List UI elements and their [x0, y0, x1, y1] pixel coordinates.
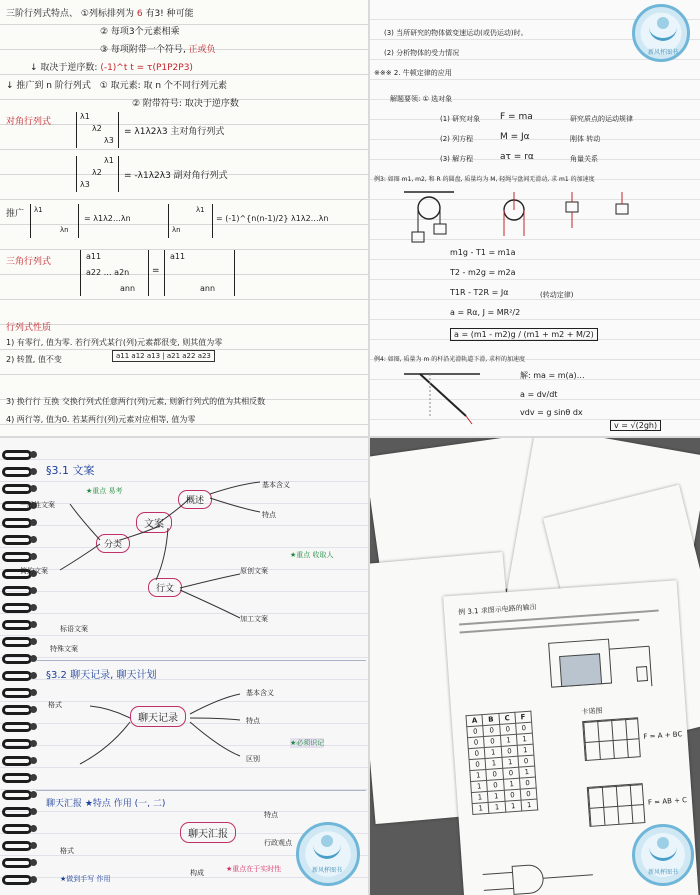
mindmap-leaf: 格式	[48, 701, 62, 709]
determinant-bar	[80, 250, 81, 296]
notes-linear-algebra	[0, 0, 368, 436]
binding-hole	[30, 468, 37, 475]
table-cell: 1	[470, 769, 487, 781]
result-text: F = AB + C	[647, 796, 688, 807]
matrix-entry: λn	[172, 226, 181, 234]
property-line: 3) 换行行 互换 交换行列式任意两行(列)元素, 则新行列式的值为其相反数	[6, 397, 266, 406]
mindmap-leaf: 特殊文案	[50, 645, 78, 653]
table-cell: 0	[503, 767, 520, 779]
equation-text: = λ1λ2λ3 主对角行列式	[124, 127, 225, 137]
spiral-ring	[2, 756, 32, 766]
determinant-bar	[30, 204, 31, 238]
table-cell: 0	[468, 748, 485, 760]
spiral-ring	[2, 603, 32, 613]
matrix-entry: ann	[200, 284, 216, 293]
equation-note: 研究质点的运动规律	[570, 115, 633, 123]
binding-hole	[30, 689, 37, 696]
school-logo: 新风杯图书	[632, 4, 690, 62]
mindmap-node: 行文	[148, 578, 182, 597]
section-heading: 对角行列式	[6, 117, 52, 127]
mindmap-leaf: 原创文案	[240, 567, 268, 575]
equation: aτ = rα	[500, 152, 534, 162]
table-cell: 1	[489, 801, 506, 813]
section-heading: 聊天汇报 ★特点 作用 (一, 二)	[46, 799, 166, 809]
binding-hole	[30, 808, 37, 815]
binding-hole	[30, 876, 37, 883]
mindmap-center: 文案	[136, 512, 172, 533]
equation: m1g - T1 = m1a	[450, 248, 516, 257]
binding-hole	[30, 672, 37, 679]
binding-hole	[30, 553, 37, 560]
property-line: 1) 有零行, 值为零. 若行列式某行(列)元素都很变, 则其值为零	[6, 338, 223, 347]
mindmap-leaf: 区别	[246, 755, 260, 763]
mindmap-leaf: 格式	[60, 847, 74, 855]
truth-table	[465, 711, 538, 815]
divider	[36, 790, 366, 791]
text-line: ↓ 推广到 n 阶行列式 ① 取元素: 取 n 个不同行列元素	[6, 81, 227, 91]
incline-diagram	[400, 366, 490, 426]
determinant-bar	[76, 156, 77, 192]
section-heading: 行列式性质	[6, 323, 52, 333]
spiral-ring	[2, 467, 32, 477]
determinant-bar	[234, 250, 235, 296]
spiral-ring	[2, 705, 32, 715]
spiral-ring	[2, 484, 32, 494]
example-text: 例4: 如图, 质量为 m 的杆沿光滑轨道下滑, 求杆的加速度	[374, 356, 526, 363]
binding-hole	[30, 604, 37, 611]
photo-exam-sheets	[370, 438, 700, 895]
determinant-bar	[78, 204, 79, 238]
mindmap-leaf: 加工文案	[240, 615, 268, 623]
example-text: 例3: 如图 m1, m2, 和 R 的圆盘, 质量均为 M, 轻绳与盘间无滑动, 求 m1 的加速度	[374, 176, 595, 183]
mindmap-leaf: 基本含义	[262, 481, 290, 489]
spiral-ring	[2, 824, 32, 834]
matrix-entry: λ1	[196, 206, 205, 214]
spiral-ring	[2, 688, 32, 698]
divider	[36, 660, 366, 661]
highlight-note: ★重点 易考	[86, 487, 123, 495]
property-line: 2) 转置, 值不变	[6, 355, 62, 364]
logic-gate-diagram	[482, 856, 604, 895]
mindmap-branches	[40, 678, 360, 788]
spiral-ring	[2, 722, 32, 732]
equation: 解: ma = m(a)…	[520, 371, 585, 380]
mindmap-leaf: 特点	[264, 811, 278, 819]
text-label: 推广	[6, 209, 25, 219]
highlight-note: ★做到手写 作用	[60, 875, 111, 883]
spiral-ring	[2, 535, 32, 545]
table-cell: 1	[485, 757, 502, 769]
sheet-title: 例 3.1 求图示电路的输出	[457, 603, 537, 617]
mindmap-node: 概述	[178, 490, 212, 509]
table-cell: 1	[503, 778, 520, 790]
table-cell: 0	[467, 726, 484, 738]
determinant-bar	[168, 204, 169, 238]
table-cell: 0	[501, 745, 518, 757]
logo-wave-icon	[649, 23, 677, 41]
mindmap-node: 分类	[96, 534, 130, 553]
spiral-ring	[2, 875, 32, 885]
table-cell: 1	[505, 800, 522, 812]
spiral-ring	[2, 841, 32, 851]
spiral-ring	[2, 518, 32, 528]
table-cell: 1	[472, 802, 489, 814]
binding-hole	[30, 842, 37, 849]
table-cell: 1	[485, 746, 502, 758]
matrix-entry: λ1	[104, 156, 114, 165]
mindmap-center: 聊天汇报	[180, 822, 236, 843]
matrix-entry: λ3	[104, 136, 114, 145]
matrix-entry: λ2	[92, 168, 102, 177]
school-logo: 新风杯图书	[296, 822, 360, 886]
table-cell: 1	[500, 734, 517, 746]
table-cell: 0	[516, 722, 533, 734]
binding-hole	[30, 859, 37, 866]
table-header-cell: B	[482, 713, 499, 725]
highlight-note: ★重点在于实时性	[226, 865, 282, 873]
equation: T1R - T2R = Jα	[450, 288, 509, 297]
matrix-entry: λ3	[80, 180, 90, 189]
determinant-bar	[212, 204, 213, 238]
result-text: F = A + BC	[643, 730, 683, 741]
spiral-ring	[2, 790, 32, 800]
notes-mindmap	[0, 438, 368, 895]
text-line: ↓ 取决于逆序数: (-1)^t t = τ(P1P2P3)	[30, 63, 193, 73]
matrix-box: a11 a12 a13 | a21 a22 a23	[112, 350, 215, 362]
binding-hole	[30, 723, 37, 730]
table-cell: 0	[487, 779, 504, 791]
karnaugh-map	[582, 717, 641, 761]
matrix-entry: λ1	[80, 112, 90, 121]
spiral-ring	[2, 739, 32, 749]
binding-hole	[30, 485, 37, 492]
mindmap-leaf: 特点	[262, 511, 276, 519]
binding-hole	[30, 825, 37, 832]
binding-hole	[30, 621, 37, 628]
matrix-entry: λ2	[92, 124, 102, 133]
table-cell: 1	[471, 791, 488, 803]
equals-sign: =	[152, 266, 160, 276]
table-cell: 1	[517, 744, 534, 756]
equation: T2 - m2g = m2a	[450, 268, 516, 277]
text-line: 三阶行列式特点、 ①列标排列为 6 有3! 种可能	[6, 9, 194, 19]
binding-hole	[30, 519, 37, 526]
text-line: ② 附带符号: 取决于逆序数	[132, 99, 239, 109]
answer-box: a = (m1 - m2)g / (m1 + m2 + M/2)	[450, 328, 598, 341]
spiral-ring	[2, 637, 32, 647]
binding-hole	[30, 757, 37, 764]
table-cell: 0	[486, 768, 503, 780]
mindmap-center: 聊天记录	[130, 706, 186, 727]
spiral-ring	[2, 586, 32, 596]
table-cell: 1	[521, 799, 538, 811]
matrix-entry: a22 … a2n	[86, 268, 130, 277]
text-line: (1) 研究对象	[440, 115, 481, 123]
equation: M = Jα	[500, 132, 530, 142]
text-line: (3) 当所研究的物体做变速运动(或仍运动)时。	[384, 29, 528, 37]
section-heading: 三角行列式	[6, 257, 52, 267]
logo-wave-icon	[313, 841, 341, 859]
mindmap-leaf: 行政观点	[264, 839, 292, 847]
text-line: (2) 列方程	[440, 135, 474, 143]
mindmap-leaf: 构成	[190, 869, 204, 877]
karnaugh-map	[587, 783, 646, 827]
equation: vdv = g sinθ dx	[520, 408, 583, 417]
circuit-diagram	[538, 626, 663, 704]
table-cell: 0	[519, 777, 536, 789]
table-cell: 0	[483, 724, 500, 736]
notes-physics	[370, 0, 700, 436]
equation: F = ma	[500, 112, 533, 122]
equation-text: = (-1)^{n(n-1)/2} λ1λ2…λn	[216, 214, 329, 223]
spiral-ring	[2, 620, 32, 630]
equation: a = dv/dt	[520, 390, 558, 399]
spiral-ring	[2, 858, 32, 868]
table-header-cell: C	[499, 712, 516, 724]
spiral-ring	[2, 552, 32, 562]
matrix-entry: λ1	[34, 206, 43, 214]
highlight-note: ★重点 收取人	[290, 551, 334, 559]
property-line: 4) 两行等, 值为0. 若某两行(列)元素对应相等, 值为零	[6, 415, 196, 424]
binding-hole	[30, 536, 37, 543]
text-line: ③ 每项附带一个符号, 正或负	[100, 45, 216, 55]
kmap-title: 卡诺图	[581, 706, 603, 717]
table-cell: 0	[520, 788, 537, 800]
binding-hole	[30, 451, 37, 458]
answer-box: v = √(2gh)	[610, 420, 661, 431]
text-line: (3) 解方程	[440, 155, 474, 163]
spiral-ring	[2, 450, 32, 460]
text-line: (2) 分析物体的受力情况	[384, 49, 460, 57]
table-cell: 1	[471, 780, 488, 792]
table-cell: 0	[499, 723, 516, 735]
table-cell: 1	[519, 766, 536, 778]
spiral-ring	[2, 807, 32, 817]
equation: a = Rα, J = MR²/2	[450, 308, 521, 317]
school-logo: 新风杯图书	[632, 824, 694, 886]
table-cell: 0	[504, 789, 521, 801]
section-heading: §3.2 聊天记录, 聊天计划	[46, 670, 157, 681]
spiral-ring	[2, 773, 32, 783]
table-cell: 1	[488, 790, 505, 802]
text-line: ② 每项3个元素相乘	[100, 27, 180, 37]
mindmap-leaf: 一般性文案	[20, 501, 55, 509]
matrix-entry: λn	[60, 226, 69, 234]
text-line: ※※※ 2. 牛顿定律的应用	[374, 69, 452, 77]
binding-hole	[30, 791, 37, 798]
binding-hole	[30, 774, 37, 781]
table-cell: 0	[484, 735, 501, 747]
binding-hole	[30, 706, 37, 713]
logo-wave-icon	[649, 843, 677, 861]
table-cell: 1	[502, 756, 519, 768]
matrix-entry: a11	[86, 252, 102, 261]
table-cell: 0	[469, 758, 486, 770]
mindmap-leaf: 基本含义	[246, 689, 274, 697]
mindmap-leaf: 简约文案	[20, 567, 48, 575]
binding-hole	[30, 587, 37, 594]
highlight-note: ★必须识记	[290, 739, 325, 747]
equation-note: 刚体 转动	[570, 135, 601, 143]
table-cell: 1	[516, 733, 533, 745]
equation-note: (转动定律)	[540, 291, 574, 299]
table-header-cell: A	[466, 715, 483, 727]
determinant-bar	[118, 112, 119, 148]
equation-text: = λ1λ2…λn	[84, 214, 131, 223]
section-heading: §3.1 文案	[46, 464, 95, 477]
matrix-entry: ann	[120, 284, 136, 293]
determinant-bar	[118, 156, 119, 192]
table-cell: 0	[518, 755, 535, 767]
determinant-bar	[76, 112, 77, 148]
pulley-diagram	[394, 188, 654, 244]
equation-note: 角量关系	[570, 155, 598, 163]
table-header-cell: F	[515, 711, 532, 723]
determinant-bar	[164, 250, 165, 296]
mindmap-leaf: 特点	[246, 717, 260, 725]
binding-hole	[30, 638, 37, 645]
binding-hole	[30, 740, 37, 747]
text-line: 解题要领: ① 选对象	[390, 95, 453, 103]
equation-text: = -λ1λ2λ3 副对角行列式	[124, 171, 228, 181]
determinant-bar	[148, 250, 149, 296]
matrix-entry: a11	[170, 252, 186, 261]
spiral-ring	[2, 654, 32, 664]
spiral-ring	[2, 671, 32, 681]
mindmap-leaf: 标语文案	[60, 625, 88, 633]
table-cell: 0	[468, 737, 485, 749]
